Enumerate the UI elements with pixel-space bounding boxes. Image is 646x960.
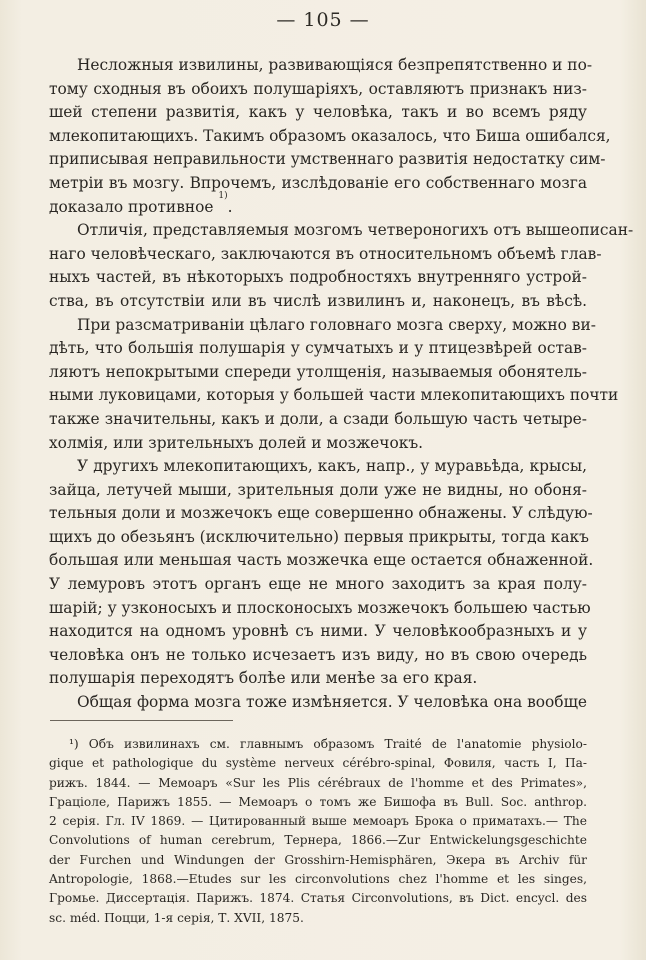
text-line: метріи въ мозгу. Впрочемъ, изслѣдованіе его собственнаго мозга xyxy=(49,173,587,192)
text-line: ства, въ отсутствіи или въ числѣ извилинъ и, наконецъ, въ вѣсѣ. xyxy=(49,291,587,310)
text-line: находится на одномъ уровнѣ съ ними. У человѣкообразныхъ и у xyxy=(49,622,587,641)
footnote-line: Antropologie, 1868.—Etudes sur les circonvolutions chez l'homme et les singes, xyxy=(49,872,587,887)
text-line: тельныя доли и мозжечокъ еще совершенно обнажены. У слѣдую- xyxy=(49,504,593,523)
text-line: наго человѣческаго, заключаются въ относительномъ объемѣ глав- xyxy=(49,244,602,263)
footnote-line: Convolutions of human cerebrum, Тернера, 1866.—Zur Entwickelungsgeschichte xyxy=(49,833,587,848)
footnote-divider xyxy=(50,720,233,721)
main-text xyxy=(49,54,634,715)
text-line-with-footnote: доказало противное $^{1)}$. xyxy=(49,190,233,216)
text-line: полушарія переходятъ болѣе или менѣе за его края. xyxy=(49,669,478,688)
text-line: холмія, или зрительныхъ долей и мозжечокъ. xyxy=(49,433,424,452)
footnote-line: der Furchen und Windungen der Grosshirn-Hemisphären, Экера въ Archiv für xyxy=(49,852,587,867)
text-line: дѣть, что большія полушарія у сумчатыхъ и у птицезвѣрей остав- xyxy=(49,339,587,358)
footnote-line: sc. méd. Поцци, 1-я серія, Т. XVII, 1875. xyxy=(49,910,304,925)
text-line: млекопитающихъ. Такимъ образомъ оказалось, что Биша ошибался, xyxy=(49,126,611,145)
text-line: доказало противное xyxy=(49,197,214,216)
text-line: Отличія, представляемыя мозгомъ четвероногихъ отъ вышеописан- xyxy=(77,221,634,240)
footnote-line: ¹) Объ извилинахъ см. главнымъ образомъ Traité de l'anatomie physiolo- xyxy=(69,737,587,751)
footnote-reference: 1) xyxy=(218,190,228,201)
text-line: приписывая неправильности умственнаго развитія недостатку сим- xyxy=(49,150,606,169)
text-line: человѣка онъ не только исчезаетъ изъ виду, но въ свою очередь xyxy=(49,645,587,664)
footnote-line: рижъ. 1844. — Мемоаръ «Sur les Plis cérébraux de l'homme et des Primates», xyxy=(49,775,587,790)
text-line: ными луковицами, которыя у большей части млекопитающихъ почти xyxy=(49,386,619,405)
text-line: зайца, летучей мыши, зрительныя доли уже не видны, но обоня- xyxy=(49,480,587,499)
footnote-line: gique et pathologique du système nerveux cérébro-spinal, Фовиля, часть I, Па- xyxy=(49,756,587,771)
footnote-line: 2 серія. Гл. IV 1869. — Цитированный выше мемоаръ Брока о приматахъ.— The xyxy=(49,814,587,829)
text-line: большая или меньшая часть мозжечка еще остается обнаженной. xyxy=(49,551,594,570)
text-line: ныхъ частей, въ нѣкоторыхъ подробностяхъ внутренняго устрой- xyxy=(49,268,587,287)
text-line: Общая форма мозга тоже измѣняется. У человѣка она вообще xyxy=(77,693,587,712)
text-line: щихъ до обезьянъ (исключительно) первыя прикрыты, тогда какъ xyxy=(49,527,589,546)
text-line: шей степени развитія, какъ у человѣка, такъ и во всемъ ряду xyxy=(49,103,587,122)
text-line: У лемуровъ этотъ органъ еще не много заходитъ за края полу- xyxy=(49,575,587,594)
footnote xyxy=(49,735,587,928)
text-line: У другихъ млекопитающихъ, какъ, напр., у муравьѣда, крысы, xyxy=(77,457,587,476)
text-line: шарій; у узконосыхъ и плосконосыхъ мозжечокъ большею частью xyxy=(49,598,591,617)
text-line: также значительны, какъ и доли, а сзади большую часть четыре- xyxy=(49,409,587,428)
footnote-line: Громье. Диссертація. Парижъ. 1874. Статья Circonvolutions, въ Dict. encycl. des xyxy=(49,891,587,906)
page-number: — 105 — xyxy=(276,9,370,31)
text-line: При разсматриваніи цѣлаго головнаго мозга сверху, можно ви- xyxy=(77,315,596,334)
footnote-line: Граціоле, Парижъ 1855. — Мемоаръ о томъ же Бишофа въ Bull. Soc. anthrop. xyxy=(49,794,587,809)
text-line: Несложныя извилины, развивающіяся безпрепятственно и по- xyxy=(77,56,593,74)
text-line: тому сходныя въ обоихъ полушаріяхъ, оставляютъ признакъ низ- xyxy=(49,79,587,98)
text-line: ляютъ непокрытыми спереди утолщенія, называемыя обонятель- xyxy=(49,362,587,381)
